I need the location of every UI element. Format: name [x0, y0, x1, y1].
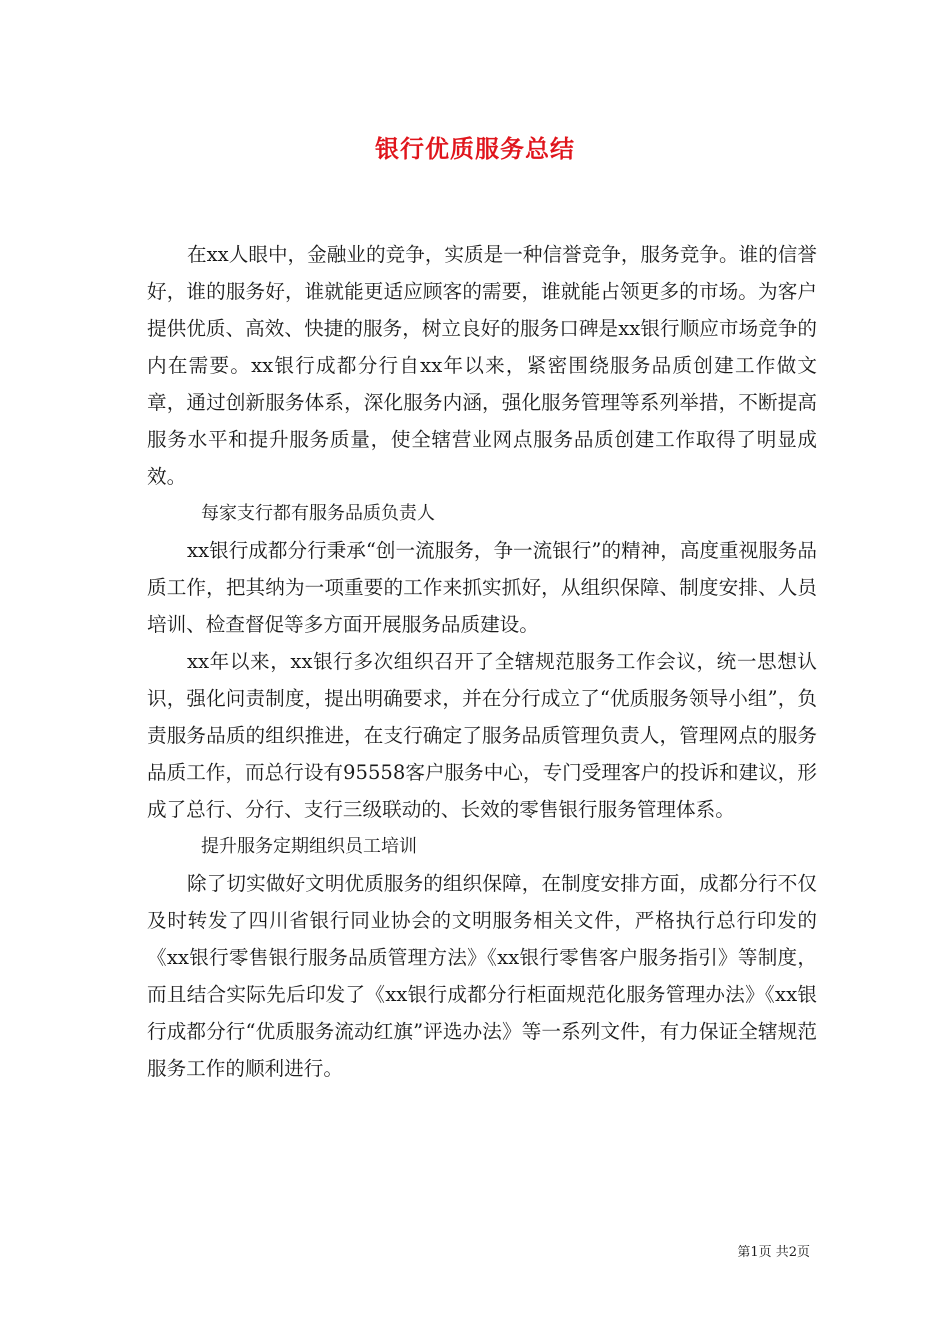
document-body — [147, 236, 817, 1087]
page-indicator: 第1页 共2页 — [737, 1245, 810, 1260]
paragraph-service-spirit: xx银行成都分行秉承“创一流服务，争一流银行”的精神，高度重视服务品质工作，把其纳为一项重要的工作来抓实抓好，从组织保障、制度安排、人员培训、检查督促等多方面开展服务品质建设。 — [147, 539, 817, 636]
paragraph-intro: 在xx人眼中，金融业的竞争，实质是一种信誉竞争，服务竞争。谁的信誉好，谁的服务好，谁就能更适应顾客的需要，谁就能占领更多的市场。为客户提供优质、高效、快捷的服务，树立良好的服务口碑是xx银行顺应市场竞争的内在需要。xx银行成都分行自xx年以来，紧密围绕服务品质创建工作做文章，通过创新服务体系，深化服务内涵，强化服务管理等系列举措，不断提高服务水平和提升服务质量，使全辖营业网点服务品质创建工作取得了明显成效。 — [147, 243, 817, 488]
subheading-branch-responsibility: 每家支行都有服务品质负责人 — [201, 503, 435, 524]
paragraph-regulations: 除了切实做好文明优质服务的组织保障，在制度安排方面，成都分行不仅及时转发了四川省银行同业协会的文明服务相关文件，严格执行总行印发的《xx银行零售银行服务品质管理方法》《xx银行零售客户服务指引》等制度，而且结合实际先后印发了《xx银行成都分行柜面规范化服务管理办法》《xx银行成都分行“优质服务流动红旗”评选办法》等一系列文件，有力保证全辖规范服务工作的顺利进行。 — [147, 872, 817, 1080]
subheading-staff-training: 提升服务定期组织员工培训 — [201, 836, 417, 857]
document-title: 银行优质服务总结 — [375, 134, 575, 163]
paragraph-management-system: xx年以来，xx银行多次组织召开了全辖规范服务工作会议，统一思想认识，强化问责制度，提出明确要求，并在分行成立了“优质服务领导小组”，负责服务品质的组织推进，在支行确定了服务品质管理负责人，管理网点的服务品质工作，而总行设有95558客户服务中心，专门受理客户的投诉和建议，形成了总行、分行、支行三级联动的、长效的零售银行服务管理体系。 — [147, 650, 817, 821]
